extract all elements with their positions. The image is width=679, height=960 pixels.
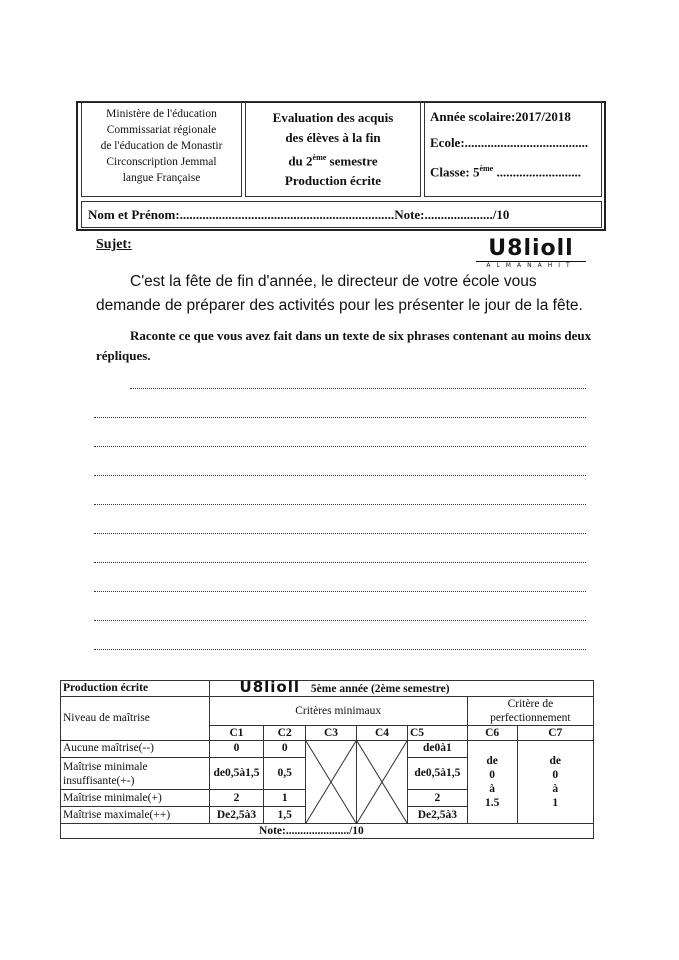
grid-logo: U8lioll bbox=[239, 678, 301, 696]
subject-label: Sujet: bbox=[96, 237, 132, 252]
grid-header bbox=[209, 678, 593, 697]
ecole-field[interactable]: Ecole:...................................... bbox=[430, 135, 589, 150]
title-line: des élèves à la fin bbox=[285, 130, 381, 145]
title-line: Production écrite bbox=[284, 173, 382, 189]
col-c7: C7 bbox=[517, 726, 594, 741]
row-label: Maîtrise maximale(++) bbox=[61, 807, 210, 824]
cell-c5: 2 bbox=[407, 790, 467, 807]
writing-line[interactable] bbox=[94, 562, 586, 563]
writing-line[interactable] bbox=[94, 620, 586, 621]
cell-c1: De2,5à3 bbox=[209, 807, 264, 824]
cell-c5: de0,5à1,5 bbox=[407, 757, 467, 790]
exam-title-block bbox=[245, 101, 421, 197]
school-info-block bbox=[424, 101, 602, 197]
ministry-line: langue Française bbox=[122, 172, 201, 184]
logo-subtext: ALMANAHIT bbox=[476, 261, 586, 269]
col-c6: C6 bbox=[467, 726, 517, 741]
cell-c2: 1 bbox=[264, 790, 306, 807]
cross-c4 bbox=[357, 741, 407, 823]
cell-c7: de 0 à 1 bbox=[517, 741, 594, 824]
cell-c2: 0,5 bbox=[264, 757, 306, 790]
ministry-line: Commissariat régionale bbox=[106, 124, 217, 136]
row-label: Aucune maîtrise(--) bbox=[61, 741, 210, 758]
cell-c3-crossed bbox=[305, 741, 356, 824]
row-label: Maîtrise minimale(+) bbox=[61, 790, 210, 807]
title-semester: du 2ème semestre bbox=[288, 153, 378, 169]
evaluation-grid bbox=[60, 680, 594, 839]
cell-c1: de0,5à1,5 bbox=[209, 757, 264, 790]
ministry-line: de l'éducation de Monastir bbox=[100, 140, 223, 152]
logo bbox=[476, 238, 586, 269]
col-c4: C4 bbox=[356, 726, 407, 741]
note-field[interactable]: Note:..................... bbox=[394, 207, 493, 222]
cell-c2: 0 bbox=[264, 741, 306, 758]
cell-c5: de0à1 bbox=[407, 741, 467, 758]
writing-line[interactable] bbox=[94, 475, 586, 476]
logo-text: U8lioll bbox=[488, 236, 574, 261]
niveau-label: Niveau de maîtrise bbox=[61, 697, 210, 741]
grid-note[interactable]: Note:....................../10 bbox=[209, 824, 593, 839]
school-year: Année scolaire:2017/2018 bbox=[430, 109, 571, 124]
ministry-line: Circonscription Jemmal bbox=[106, 156, 217, 168]
table-row bbox=[61, 741, 594, 758]
cell-c4-crossed bbox=[356, 741, 407, 824]
subject-paragraph: C'est la fête de fin d'année, le directeur de votre école vous demande de préparer des activités pour les présenter le jour de la fête. bbox=[96, 273, 583, 314]
name-field[interactable]: Nom et Prénom:.................................................................. bbox=[88, 207, 395, 222]
criteres-minimaux: Critères minimaux bbox=[209, 697, 467, 726]
col-c3: C3 bbox=[305, 726, 356, 741]
writing-line[interactable] bbox=[94, 504, 586, 505]
critere-perfectionnement: Critère de perfectionnement bbox=[467, 697, 593, 726]
cell-c6: de 0 à 1.5 bbox=[467, 741, 517, 824]
cell-c1: 0 bbox=[209, 741, 264, 758]
col-c1: C1 bbox=[209, 726, 264, 741]
writing-line[interactable] bbox=[94, 533, 586, 534]
cell-c5: De2,5à3 bbox=[407, 807, 467, 824]
row-label: Maîtrise minimale insuffisante(+-) bbox=[61, 757, 210, 790]
grid-subtitle: 5ème année (2ème semestre) bbox=[310, 683, 450, 695]
writing-line[interactable] bbox=[130, 388, 586, 389]
cell-c2: 1,5 bbox=[264, 807, 306, 824]
cell-c1: 2 bbox=[209, 790, 264, 807]
note-spacer bbox=[61, 824, 210, 839]
cross-c3 bbox=[306, 741, 356, 823]
instruction: Raconte ce que vous avez fait dans un texte de six phrases contenant au moins deux répliques. bbox=[96, 328, 592, 363]
classe-field[interactable]: Classe: 5ème .......................... bbox=[430, 164, 581, 180]
ministry-block bbox=[81, 101, 242, 197]
writing-line[interactable] bbox=[94, 591, 586, 592]
grid-title: Production écrite bbox=[61, 681, 210, 697]
writing-line[interactable] bbox=[94, 446, 586, 447]
name-row[interactable] bbox=[81, 201, 602, 228]
col-c2: C2 bbox=[264, 726, 306, 741]
writing-line[interactable] bbox=[94, 417, 586, 418]
writing-line[interactable] bbox=[94, 649, 586, 650]
col-c5: C5 bbox=[407, 726, 467, 741]
note-score: /10 bbox=[492, 207, 510, 222]
ministry-line: Ministère de l'éducation bbox=[106, 108, 217, 120]
title-line: Evaluation des acquis bbox=[272, 110, 394, 125]
